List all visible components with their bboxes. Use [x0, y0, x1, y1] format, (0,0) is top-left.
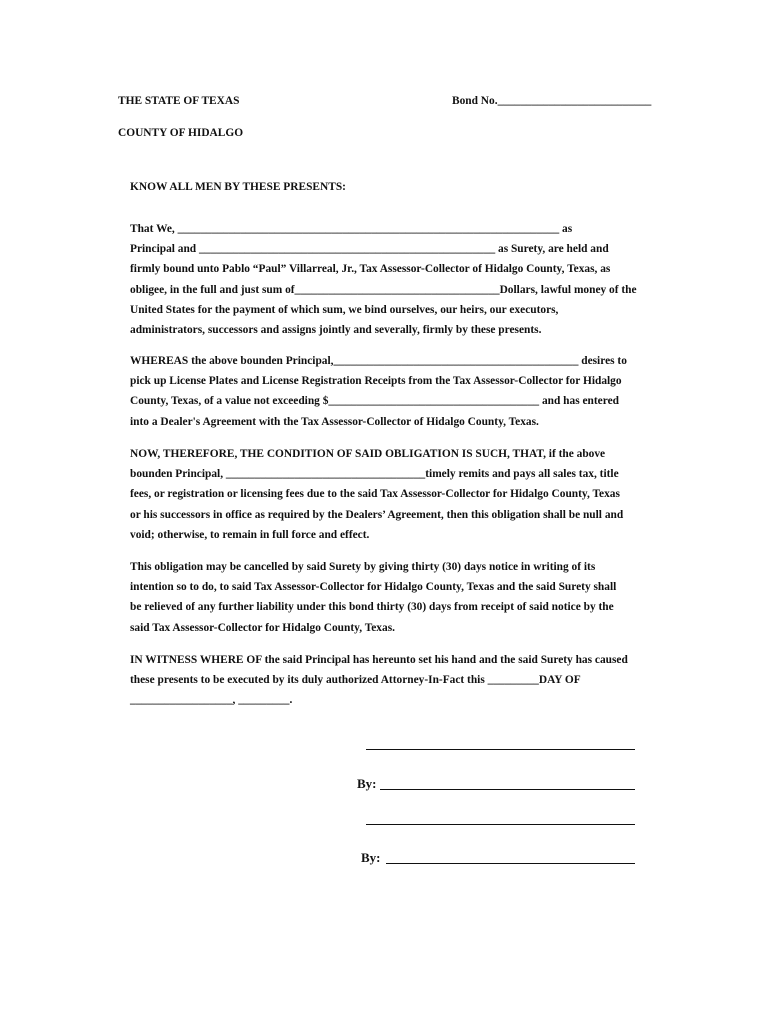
by-label-1: By:	[357, 776, 377, 791]
paragraph-line: IN WITNESS WHERE OF the said Principal has hereunto set his hand and the said Surety has caused	[130, 654, 628, 666]
paragraph-condition	[130, 444, 636, 545]
paragraph-line: fees, or registration or licensing fees due to the said Tax Assessor-Collector for Hidalgo County, Texas	[130, 488, 620, 501]
signature-line-surety[interactable]	[366, 824, 635, 825]
signature-line-principal[interactable]	[366, 749, 635, 750]
signature-line-by-2[interactable]	[386, 863, 635, 864]
paragraph-line: or his successors in office as required by the Dealers’ Agreement, then this obligation shall be null and	[130, 508, 624, 521]
paragraph-line: WHEREAS the above bounden Principal,___________________________________________ desires to	[130, 355, 627, 367]
state-heading: THE STATE OF TEXAS	[118, 95, 240, 107]
paragraph-line: void; otherwise, to remain in full force and effect.	[130, 528, 370, 541]
intro-heading: KNOW ALL MEN BY THESE PRESENTS:	[130, 181, 346, 193]
paragraph-line: these presents to be executed by its duly authorized Attorney-In-Fact this _________DAY OF	[130, 674, 581, 687]
paragraph-whereas	[130, 351, 636, 432]
paragraph-cancellation	[130, 557, 636, 638]
paragraph-line: into a Dealer's Agreement with the Tax Assessor-Collector of Hidalgo County, Texas.	[130, 415, 539, 428]
paragraph-line: Principal and ____________________________________________________ as Surety, are held and	[130, 243, 609, 256]
paragraph-line: intention so to do, to said Tax Assessor-Collector for Hidalgo County, Texas and the said Surety shall	[130, 581, 617, 594]
paragraph-line: NOW, THEREFORE, THE CONDITION OF SAID OBLIGATION IS SUCH, THAT, if the above	[130, 448, 606, 460]
county-heading: COUNTY OF HIDALGO	[118, 127, 244, 139]
by-label-2: By:	[361, 850, 381, 865]
paragraph-line: obligee, in the full and just sum of____________________________________Dollars, lawful money of the	[130, 283, 637, 296]
paragraph-line: __________________, _________.	[130, 694, 293, 707]
paragraph-line: County, Texas, of a value not exceeding $_____________________________________ and has entered	[130, 395, 619, 408]
paragraph-principal-surety	[130, 219, 636, 340]
paragraph-line: bounden Principal, ___________________________________timely remits and pays all sales tax, title	[130, 468, 619, 481]
paragraph-line: United States for the payment of which sum, we bind ourselves, our heirs, our executors,	[130, 303, 559, 316]
paragraph-line: administrators, successors and assigns jointly and severally, firmly by these presents.	[130, 324, 542, 337]
paragraph-line: pick up License Plates and License Registration Receipts from the Tax Assessor-Collector for Hidalgo	[130, 375, 622, 388]
paragraph-line: firmly bound unto Pablo “Paul” Villarreal, Jr., Tax Assessor-Collector of Hidalgo County, Texas, as	[130, 263, 611, 276]
paragraph-line: be relieved of any further liability under this bond thirty (30) days from receipt of said notice by the	[130, 601, 614, 614]
bond-number-field: Bond No.___________________________	[452, 95, 652, 107]
paragraph-line: said Tax Assessor-Collector for Hidalgo County, Texas.	[130, 621, 395, 634]
signature-line-by-1[interactable]	[380, 789, 635, 790]
paragraph-line: This obligation may be cancelled by said Surety by giving thirty (30) days notice in writing of its	[130, 561, 596, 573]
paragraph-witness	[130, 650, 636, 711]
paragraph-line: That We, ___________________________________________________________________ as	[130, 223, 573, 235]
